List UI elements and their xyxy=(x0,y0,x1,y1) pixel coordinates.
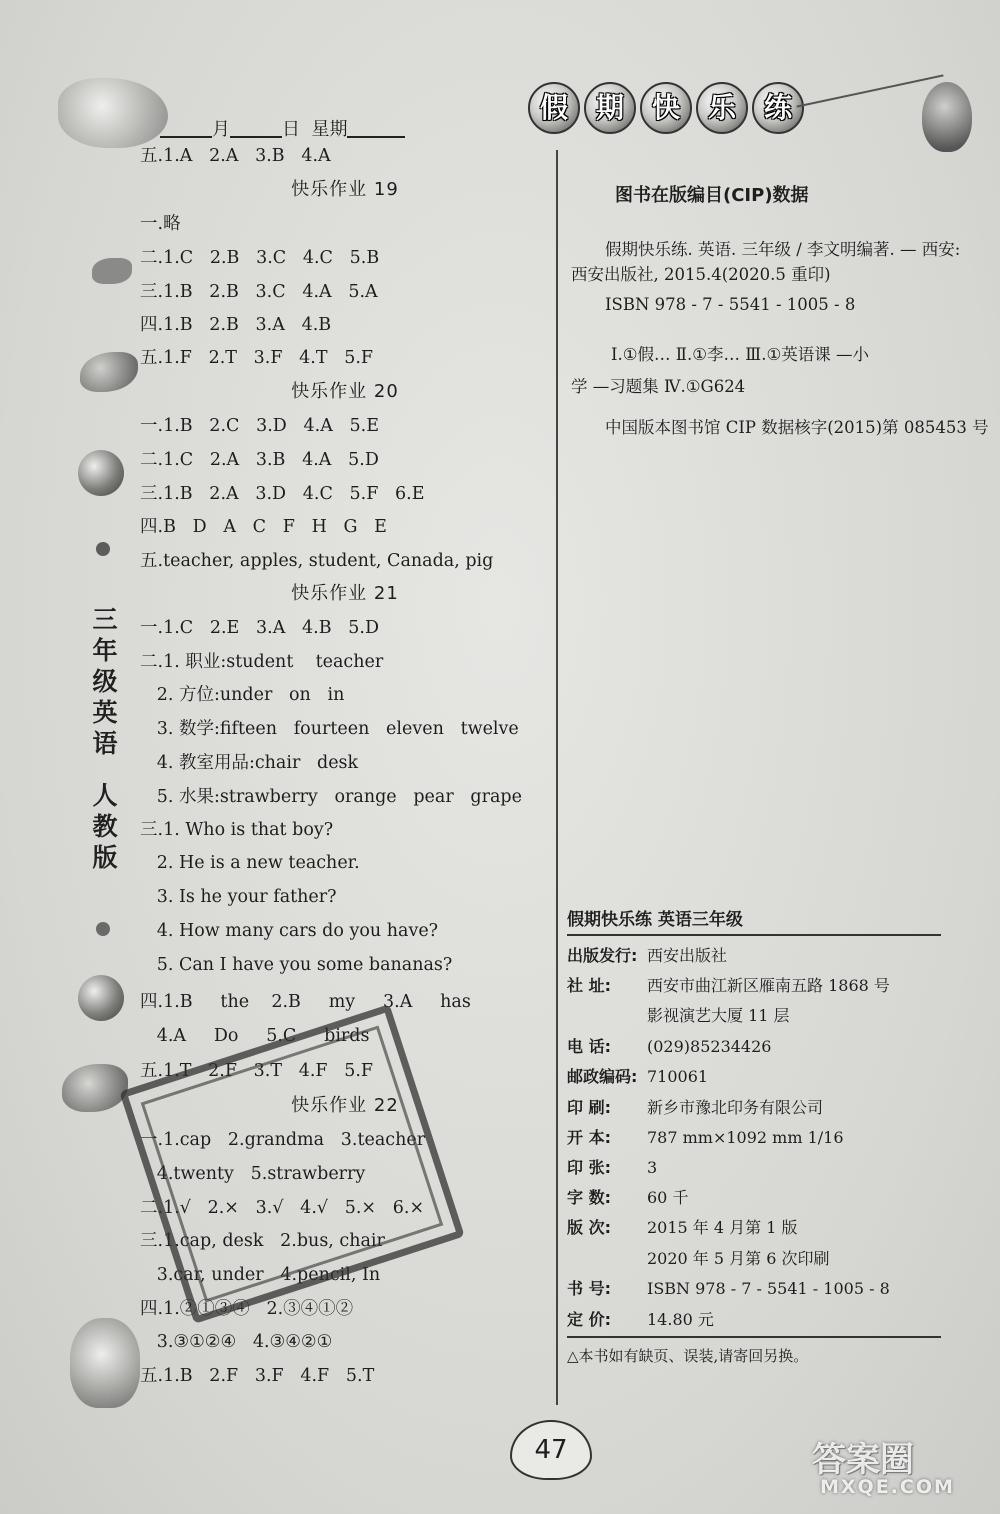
page-number: 47 xyxy=(510,1420,592,1480)
month-label: 月 xyxy=(212,119,230,140)
pub-row xyxy=(567,976,890,996)
section-title: 快乐作业 21 xyxy=(291,583,399,604)
answer-line: 五.1.F 2.T 3.F 4.T 5.F xyxy=(140,348,374,368)
pub-value: 787 mm×1092 mm 1/16 xyxy=(647,1128,844,1147)
rule xyxy=(567,1336,941,1338)
fish-icon xyxy=(80,352,138,392)
pub-row xyxy=(567,1249,830,1269)
answer-line: 四.1.②①③④ 2.③④①② xyxy=(140,1299,354,1319)
pub-value: 西安市曲江新区雁南五路 1868 号 xyxy=(647,976,890,995)
answer-line: 3.③①②④ 4.③④②① xyxy=(140,1332,333,1352)
brand-char: 快 xyxy=(640,82,692,134)
pub-key: 定 价: xyxy=(567,1310,611,1329)
answer-line: 三.1.cap, desk 2.bus, chair xyxy=(140,1231,385,1251)
pub-value: 60 千 xyxy=(647,1188,689,1207)
side-char: 三 xyxy=(92,605,118,634)
pub-row xyxy=(567,946,727,966)
cip-line: 中国版本图书馆 CIP 数据核字(2015)第 085453 号 xyxy=(605,418,989,437)
answer-line: 一.略 xyxy=(140,214,181,234)
cartoon-dog-icon xyxy=(70,1318,140,1408)
answer-line: 2. 方位:under on in xyxy=(140,685,345,705)
answer-line: 一.1.C 2.E 3.A 4.B 5.D xyxy=(140,618,379,638)
pub-row xyxy=(567,1098,823,1118)
date-line xyxy=(160,115,405,141)
pub-key: 开 本: xyxy=(567,1128,611,1147)
brand-char: 练 xyxy=(752,82,804,134)
brand-char: 乐 xyxy=(696,82,748,134)
answer-line: 五.1.B 2.F 3.F 4.F 5.T xyxy=(140,1366,375,1386)
pub-value: (029)85234426 xyxy=(647,1037,772,1056)
weekday-label: 星期 xyxy=(311,119,348,140)
pub-row xyxy=(567,1128,844,1148)
publication-note: △本书如有缺页、误装,请寄回另换。 xyxy=(567,1347,809,1365)
answer-line: 二.1.√ 2.× 3.√ 4.√ 5.× 6.× xyxy=(140,1198,425,1218)
pub-key: 邮政编码: xyxy=(567,1067,638,1086)
side-label-edition xyxy=(90,780,120,873)
pub-row xyxy=(567,1218,798,1238)
side-char: 年 xyxy=(92,636,118,665)
pub-value: 影视演艺大厦 11 层 xyxy=(647,1006,790,1025)
pub-value: 710061 xyxy=(647,1067,709,1086)
pub-value: 14.80 元 xyxy=(647,1310,714,1329)
answer-line: 4. 教室用品:chair desk xyxy=(140,753,359,773)
answer-line: 一.1.cap 2.grandma 3.teacher xyxy=(140,1130,426,1150)
day-blank xyxy=(230,118,282,138)
answer-line: 五.teacher, apples, student, Canada, pig xyxy=(140,551,494,571)
side-char: 版 xyxy=(92,843,118,872)
fish-icon xyxy=(92,258,132,284)
answer-line: 5. 水果:strawberry orange pear grape xyxy=(140,787,522,807)
column-divider xyxy=(556,150,558,1405)
answer-line: 4. How many cars do you have? xyxy=(140,921,439,941)
answer-line: 四.1.B 2.B 3.A 4.B xyxy=(140,315,332,335)
section-title: 快乐作业 20 xyxy=(291,381,399,402)
section-title: 快乐作业 19 xyxy=(291,179,399,200)
answer-line: 4.A Do 5.C birds xyxy=(140,1026,370,1046)
pub-row xyxy=(567,1188,688,1208)
pub-row xyxy=(567,1310,714,1330)
answer-line: 3. 数学:fifteen fourteen eleven twelve xyxy=(140,719,519,739)
brand-logo xyxy=(528,82,804,134)
pub-row xyxy=(567,1279,890,1299)
bubble-icon xyxy=(78,975,124,1021)
pub-key: 出版发行: xyxy=(567,946,638,965)
pub-row xyxy=(567,1006,790,1026)
cip-line: 假期快乐练. 英语. 三年级 / 李文明编著. — 西安: xyxy=(605,240,961,259)
day-label: 日 xyxy=(282,119,300,140)
section-title: 快乐作业 22 xyxy=(291,1095,399,1116)
answer-line: 五.1.A 2.A 3.B 4.A xyxy=(140,146,331,166)
fish-icon xyxy=(62,1064,128,1112)
cartoon-decoration-icon xyxy=(58,78,168,148)
pub-key: 印 刷: xyxy=(567,1098,611,1117)
pub-key: 版 次: xyxy=(567,1218,611,1237)
pub-row xyxy=(567,1067,708,1087)
watermark-url: MXQE.COM xyxy=(820,1476,955,1498)
rule xyxy=(567,934,941,936)
pub-key: 电 话: xyxy=(567,1037,611,1056)
pub-value: ISBN 978 - 7 - 5541 - 1005 - 8 xyxy=(647,1279,890,1298)
pub-value: 西安出版社 xyxy=(647,946,728,965)
cip-line: 学 —习题集 Ⅳ.①G624 xyxy=(571,377,746,396)
weekday-blank xyxy=(347,118,405,138)
month-blank xyxy=(160,118,212,138)
answer-line: 二.1.C 2.B 3.C 4.C 5.B xyxy=(140,248,380,268)
pub-key: 字 数: xyxy=(567,1188,611,1207)
answer-line: 5. Can I have you some bananas? xyxy=(140,955,453,975)
answer-line: 3.car, under 4.pencil, In xyxy=(140,1265,381,1285)
answer-line: 4.twenty 5.strawberry xyxy=(140,1164,366,1184)
pub-value: 3 xyxy=(647,1158,658,1177)
answer-line: 三.1.B 2.B 3.C 4.A 5.A xyxy=(140,282,378,302)
pub-value: 2015 年 4 月第 1 版 xyxy=(647,1218,798,1237)
answer-line: 四.1.B the 2.B my 3.A has xyxy=(140,992,471,1012)
bubble-icon xyxy=(78,450,124,496)
watermark-logo: 答案圈 xyxy=(812,1440,914,1480)
answer-line: 四.B D A C F H G E xyxy=(140,517,387,537)
side-label-grade xyxy=(90,604,120,759)
pub-key: 书 号: xyxy=(567,1279,611,1298)
answer-line: 三.1. Who is that boy? xyxy=(140,820,334,840)
cip-line: 西安出版社, 2015.4(2020.5 重印) xyxy=(571,265,831,284)
pub-key: 印 张: xyxy=(567,1158,611,1177)
cip-line: Ⅰ.①假… Ⅱ.①李… Ⅲ.①英语课 —小 xyxy=(611,345,869,364)
pub-key: 社 址: xyxy=(567,976,611,995)
side-char: 语 xyxy=(92,729,118,758)
side-char: 人 xyxy=(92,781,118,810)
side-char: 教 xyxy=(92,812,118,841)
cartoon-boy-icon xyxy=(922,82,972,152)
dot-icon xyxy=(96,922,110,936)
cip-title: 图书在版编目(CIP)数据 xyxy=(615,185,809,206)
answer-line: 二.1.C 2.A 3.B 4.A 5.D xyxy=(140,450,379,470)
pub-row xyxy=(567,1037,771,1057)
answer-line: 五.1.T 2.F 3.T 4.F 5.F xyxy=(140,1061,374,1081)
answer-line: 3. Is he your father? xyxy=(140,887,337,907)
dot-icon xyxy=(96,542,110,556)
pub-row xyxy=(567,1158,657,1178)
brand-char: 期 xyxy=(584,82,636,134)
side-char: 级 xyxy=(92,667,118,696)
pub-value: 新乡市豫北印务有限公司 xyxy=(647,1098,824,1117)
answer-line: 2. He is a new teacher. xyxy=(140,853,360,873)
branch-decoration-icon xyxy=(796,74,943,107)
pub-value: 2020 年 5 月第 6 次印刷 xyxy=(647,1249,830,1268)
side-char: 英 xyxy=(92,698,118,727)
answer-line: 三.1.B 2.A 3.D 4.C 5.F 6.E xyxy=(140,484,425,504)
cip-line: ISBN 978 - 7 - 5541 - 1005 - 8 xyxy=(605,295,856,314)
answer-line: 二.1. 职业:student teacher xyxy=(140,652,384,672)
publication-title: 假期快乐练 英语三年级 xyxy=(567,910,743,930)
brand-char: 假 xyxy=(528,82,580,134)
answer-line: 一.1.B 2.C 3.D 4.A 5.E xyxy=(140,416,379,436)
